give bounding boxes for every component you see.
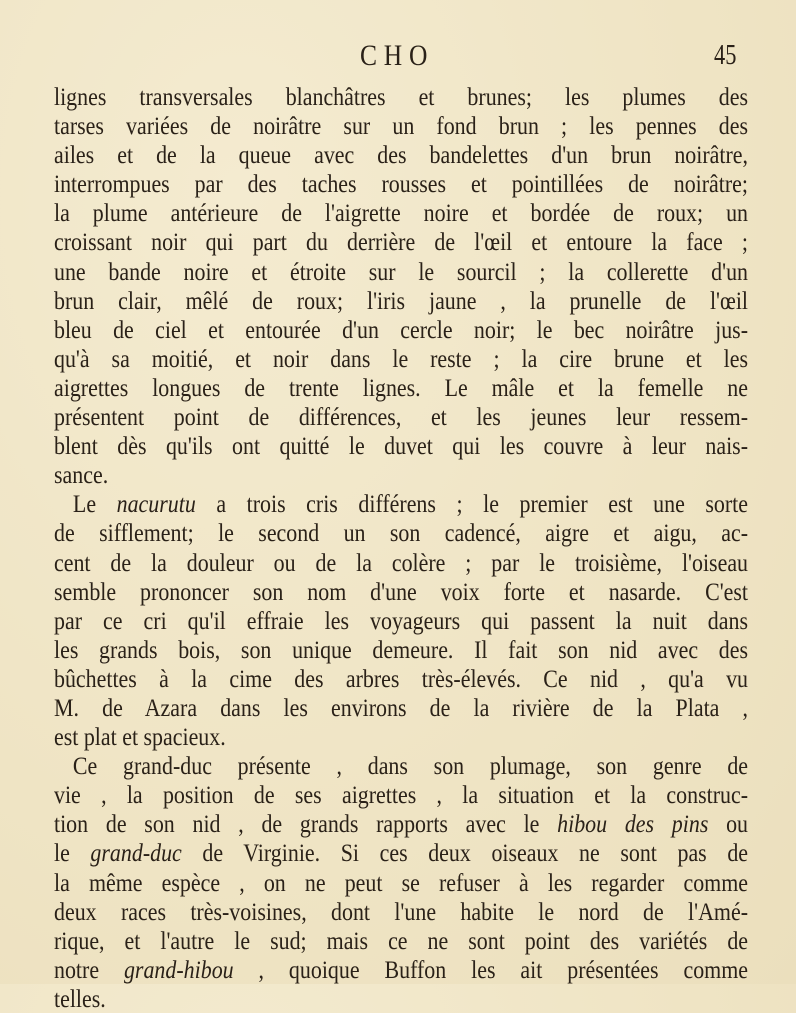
text-line: est plat et spacieux. — [54, 722, 226, 752]
text-line — [54, 955, 748, 984]
text-line: qu'à sa moitié, et noir dans le reste ; la cire brune et les — [54, 343, 749, 373]
italic-term: hibou des pins — [557, 809, 709, 839]
text-line: vie , la position de ses aigrettes , la situation et la construc- — [54, 780, 749, 810]
italic-term: nacurutu — [116, 489, 196, 519]
text-span: le — [54, 838, 91, 868]
text-line: semble prononcer son nom d'une voix forte et nasarde. C'est — [54, 576, 749, 606]
text-line: tarses variées de noirâtre sur un fond brun ; les pennes des — [54, 111, 749, 141]
text-line — [54, 489, 748, 518]
text-line: M. de Azara dans les environs de la rivière de la Plata , — [54, 692, 749, 722]
text-line: la même espèce , on ne peut se refuser à les regarder comme — [54, 867, 749, 897]
text-span: ou — [708, 809, 749, 839]
text-line: bleu de ciel et entourée d'un cercle noir; le bec noirâtre jus- — [54, 314, 749, 344]
text-line: lignes transversales blanchâtres et brunes; les plumes des — [54, 82, 749, 111]
text-span: , quoique Buffon les ait présentées comme — [233, 954, 749, 984]
text-line: les grands bois, son unique demeure. Il fait son nid avec des — [54, 634, 749, 664]
text-line: Ce grand-duc présente , dans son plumage, son genre de — [72, 751, 749, 781]
page-number: 45 — [714, 40, 737, 71]
text-line: rique, et l'autre le sud; mais ce ne sont point des variétés de — [54, 925, 749, 955]
running-title: CHO — [360, 39, 435, 72]
text-line: aigrettes longues de trente lignes. Le mâle et la femelle ne — [54, 372, 749, 402]
text-line: ailes et de la queue avec des bandelettes d'un brun noirâtre, — [54, 140, 749, 170]
text-line: présentent point de différences, et les jeunes leur ressem- — [54, 402, 749, 432]
text-line: croissant noir qui part du derrière de l'œil et entoure la face ; — [54, 227, 749, 257]
text-line: blent dès qu'ils ont quitté le duvet qui les couvre à leur nais- — [54, 431, 749, 461]
body-text — [54, 82, 748, 1013]
text-line: deux races très-voisines, dont l'une habite le nord de l'Amé- — [54, 896, 749, 926]
text-line: cent de la douleur ou de la colère ; par le troisième, l'oiseau — [54, 547, 749, 577]
text-line: brun clair, mêlé de roux; l'iris jaune , la prunelle de l'œil — [54, 285, 749, 315]
text-span: tion de son nid , de grands rapports avec le — [54, 809, 558, 839]
paragraph-2 — [54, 489, 748, 751]
text-line: bûchettes à la cime des arbres très-élevés. Ce nid , qu'a vu — [54, 663, 749, 693]
italic-term: grand-duc — [90, 838, 182, 868]
text-line — [54, 838, 748, 867]
text-line: de sifflement; le second un son cadencé, aigre et aigu, ac- — [54, 518, 749, 548]
text-line: sance. — [54, 460, 109, 490]
text-line: interrompues par des taches rousses et pointillées de noirâtre; — [54, 169, 749, 199]
running-head — [0, 36, 796, 76]
text-line: une bande noire et étroite sur le sourcil ; la collerette d'un — [54, 256, 749, 286]
paragraph-1 — [54, 82, 748, 489]
text-span: notre — [54, 954, 124, 984]
text-line: par ce cri qu'il effraie les voyageurs qui passent la nuit dans — [54, 605, 749, 635]
text-span: a trois cris différens ; le premier est une sorte — [195, 489, 749, 519]
text-span: de Virginie. Si ces deux oiseaux ne sont pas de — [181, 838, 749, 868]
paragraph-3 — [54, 751, 748, 1013]
text-line: telles. — [54, 983, 106, 1013]
text-span: Le — [72, 489, 117, 519]
italic-term: grand-hibou — [123, 954, 234, 984]
text-line: la plume antérieure de l'aigrette noire et bordée de roux; un — [54, 198, 749, 228]
text-line — [54, 809, 748, 838]
